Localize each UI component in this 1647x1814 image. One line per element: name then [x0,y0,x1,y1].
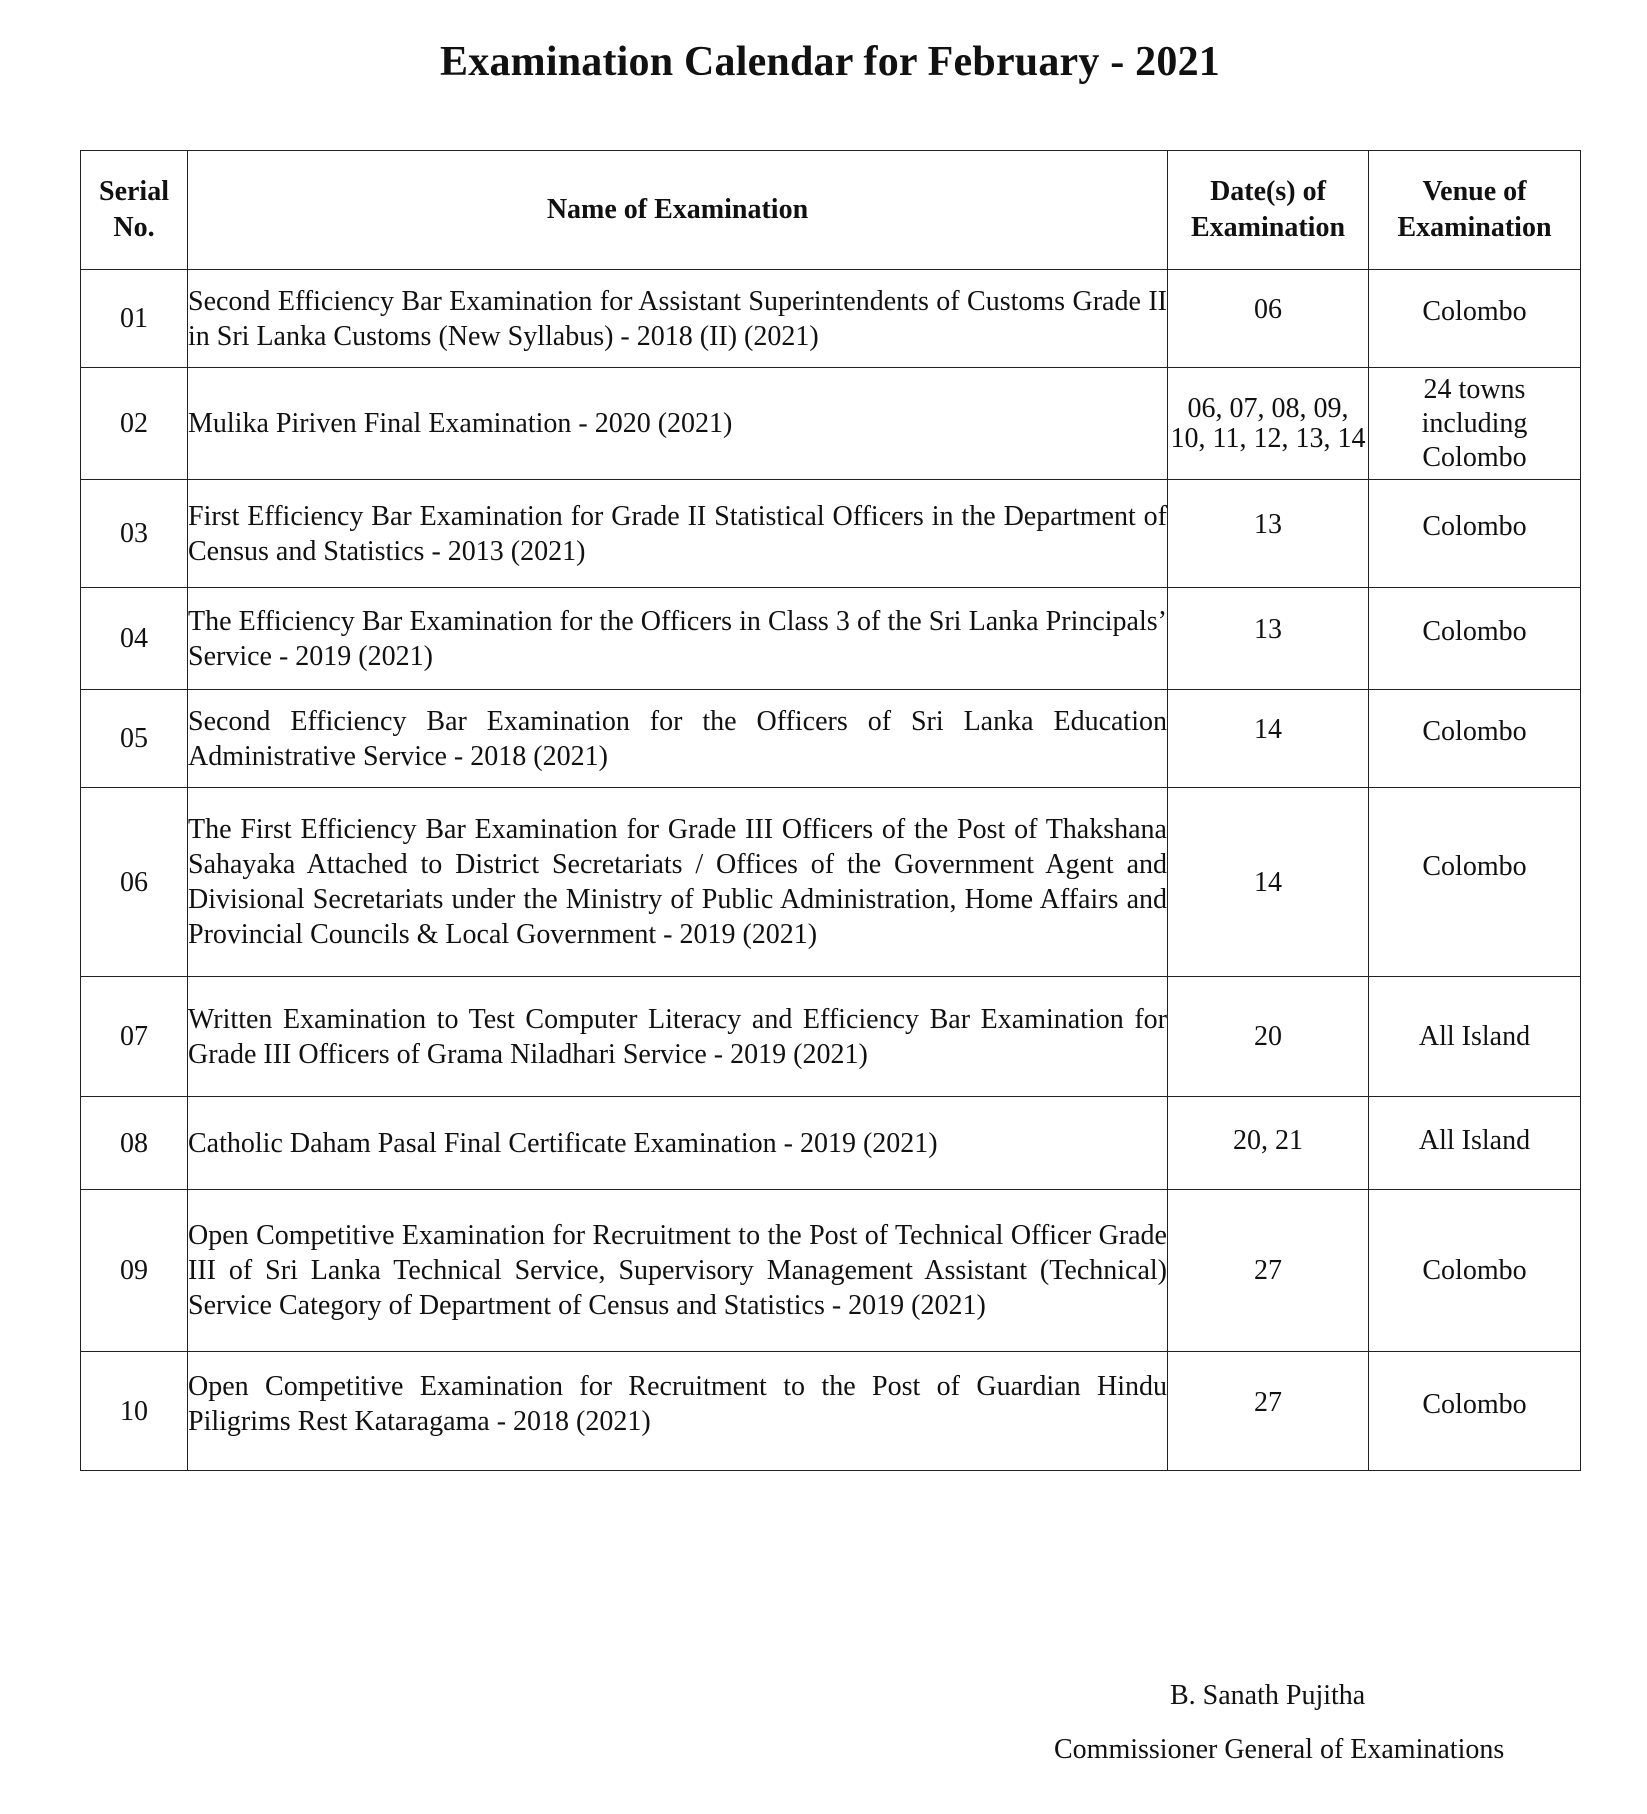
table-row [81,788,1581,977]
exam-name-cell: First Efficiency Bar Examination for Grade II Statistical Officers in the Department of Census and Statistics - 2013 (2021) [188,480,1168,588]
exam-venue-cell: Colombo [1369,480,1581,588]
exam-name-cell: Open Competitive Examination for Recruitment to the Post of Guardian Hindu Piligrims Rest Kataragama - 2018 (2021) [188,1352,1168,1471]
serial-cell: 06 [81,788,188,977]
serial-cell: 10 [81,1352,188,1471]
exam-dates-cell: 06 [1168,270,1369,368]
table-row [81,977,1581,1097]
header-serial-no: Serial No. [81,151,188,270]
serial-cell: 01 [81,270,188,368]
header-name-of-examination: Name of Examination [188,151,1168,270]
serial-cell: 08 [81,1097,188,1190]
table-row [81,588,1581,690]
table-row [81,480,1581,588]
signatory-name: B. Sanath Pujitha [1170,1680,1366,1711]
exam-name-cell: Written Examination to Test Computer Literacy and Efficiency Bar Examination for Grade III Officers of Grama Niladhari Service - 2019 (2021) [188,977,1168,1097]
table-row [81,1352,1581,1471]
exam-venue-cell: Colombo [1369,788,1581,977]
serial-cell: 05 [81,690,188,788]
serial-cell: 07 [81,977,188,1097]
exam-dates-cell: 06, 07, 08, 09, 10, 11, 12, 13, 14 [1168,368,1369,480]
serial-cell: 02 [81,368,188,480]
exam-dates-cell: 20 [1168,977,1369,1097]
table-row [81,368,1581,480]
table-header-row [81,151,1581,270]
exam-venue-cell: Colombo [1369,1190,1581,1352]
table-row [81,1190,1581,1352]
exam-dates-cell: 27 [1168,1352,1369,1471]
table-row [81,690,1581,788]
signatory-title: Commissioner General of Examinations [1054,1734,1505,1765]
serial-cell: 09 [81,1190,188,1352]
exam-dates-cell: 14 [1168,788,1369,977]
exam-venue-cell: 24 towns including Colombo [1369,368,1581,480]
examination-table [80,150,1581,1471]
exam-name-cell: The Efficiency Bar Examination for the Officers in Class 3 of the Sri Lanka Principals’ Service - 2019 (2021) [188,588,1168,690]
exam-dates-cell: 13 [1168,588,1369,690]
exam-name-cell: Second Efficiency Bar Examination for the Officers of Sri Lanka Education Administrative Service - 2018 (2021) [188,690,1168,788]
exam-venue-cell: All Island [1369,977,1581,1097]
exam-venue-cell: All Island [1369,1097,1581,1190]
page-title: Examination Calendar for February - 2021 [440,39,1220,85]
exam-dates-cell: 20, 21 [1168,1097,1369,1190]
exam-venue-cell: Colombo [1369,1352,1581,1471]
exam-dates-cell: 27 [1168,1190,1369,1352]
table-row [81,270,1581,368]
header-venue-of-examination: Venue of Examination [1369,151,1581,270]
exam-name-cell: Catholic Daham Pasal Final Certificate Examination - 2019 (2021) [188,1097,1168,1190]
table-row [81,1097,1581,1190]
serial-cell: 03 [81,480,188,588]
serial-cell: 04 [81,588,188,690]
exam-name-cell: Second Efficiency Bar Examination for Assistant Superintendents of Customs Grade II in Sri Lanka Customs (New Syllabus) - 2018 (II) (2021) [188,270,1168,368]
exam-venue-cell: Colombo [1369,270,1581,368]
header-dates-of-examination: Date(s) of Examination [1168,151,1369,270]
exam-venue-cell: Colombo [1369,588,1581,690]
exam-dates-cell: 14 [1168,690,1369,788]
exam-dates-cell: 13 [1168,480,1369,588]
exam-name-cell: Open Competitive Examination for Recruitment to the Post of Technical Officer Grade III of Sri Lanka Technical Service, Supervisory Management Assistant (Technical) Service Category of Department of Census and Statistics - 2019 (2021) [188,1190,1168,1352]
exam-name-cell: The First Efficiency Bar Examination for Grade III Officers of the Post of Thakshana Sahayaka Attached to District Secretariats / Offices of the Government Agent and Divisional Secretariats under the Ministry of Public Administration, Home Affairs and Provincial Councils & Local Government - 2019 (2021) [188,788,1168,977]
exam-name-cell: Mulika Piriven Final Examination - 2020 (2021) [188,368,1168,480]
exam-venue-cell: Colombo [1369,690,1581,788]
